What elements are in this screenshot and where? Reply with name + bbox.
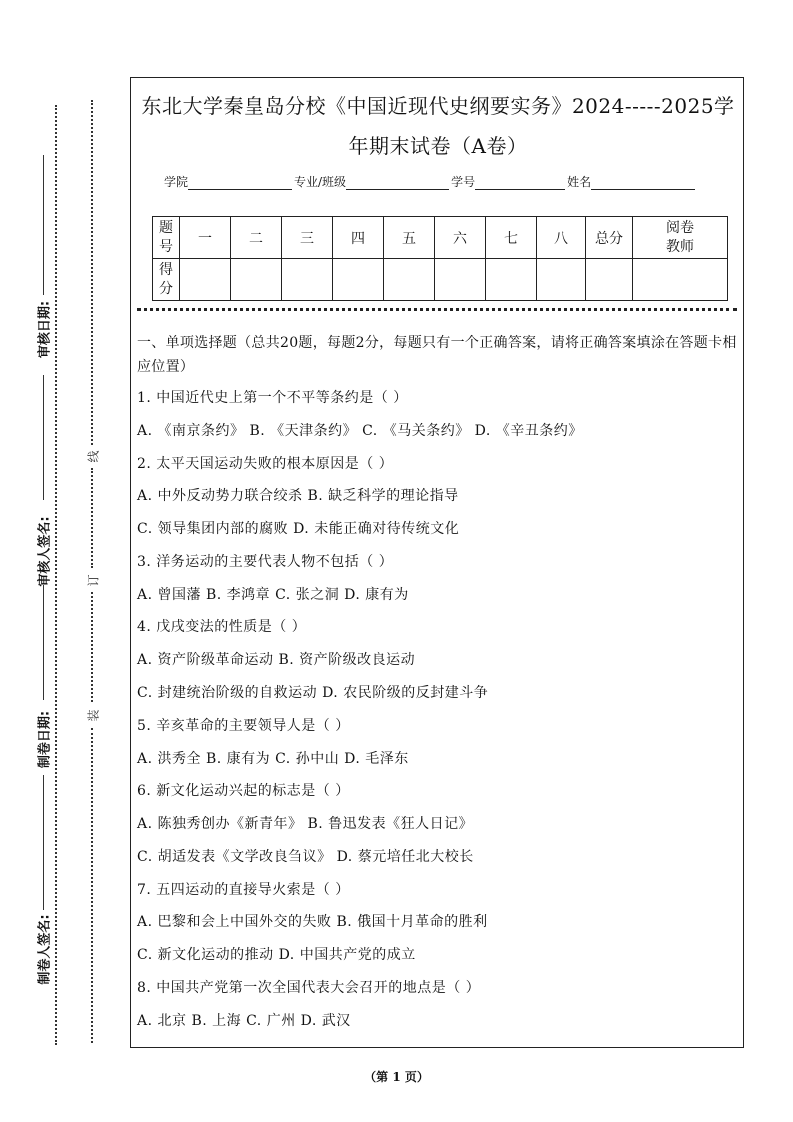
- col-8: 八: [537, 217, 586, 259]
- binding-char-zhuang: 装: [86, 709, 101, 722]
- score-cell-3: [282, 259, 333, 301]
- question-no-label: 题 号: [153, 217, 180, 259]
- dotted-separator: [137, 308, 737, 311]
- question-7-options-ab: A. 巴黎和会上中国外交的失败 B. 俄国十月革命的胜利: [137, 914, 488, 930]
- score-table-header-row: [153, 217, 728, 259]
- score-cell-total: [586, 259, 633, 301]
- question-8: 8. 中国共产党第一次全国代表大会召开的地点是（ ）: [137, 980, 481, 996]
- score-cell-4: [333, 259, 384, 301]
- section1-heading: 一、单项选择题（总共20题，每题2分，每题只有一个正确答案，请将正确答案填涂在答题卡相应位置）: [137, 335, 737, 375]
- make-date-label: 制卷日期:: [37, 710, 53, 769]
- score-cell-2: [231, 259, 282, 301]
- question-7: 7. 五四运动的直接导火索是（ ）: [137, 882, 350, 898]
- question-3: 3. 洋务运动的主要代表人物不包括（ ）: [137, 554, 394, 570]
- question-4-options-ab: A. 资产阶级革命运动 B. 资产阶级改良运动: [137, 652, 416, 668]
- inner-dotted-line: [55, 105, 57, 1045]
- question-6-options-cd: C. 胡适发表《文学改良刍议》 D. 蔡元培任北大校长: [137, 849, 474, 865]
- review-date-label: 审核日期:: [37, 300, 53, 359]
- score-cell-5: [384, 259, 435, 301]
- question-2-options-cd: C. 领导集团内部的腐败 D. 未能正确对待传统文化: [137, 521, 460, 537]
- question-5-options: A. 洪秀全 B. 康有为 C. 孙中山 D. 毛泽东: [137, 751, 409, 767]
- col-6: 六: [435, 217, 486, 259]
- student-no-field[interactable]: [475, 177, 565, 190]
- question-7-options-cd: C. 新文化运动的推动 D. 中国共产党的成立: [137, 947, 416, 963]
- score-table-score-row: [153, 259, 728, 301]
- question-6-options-ab: A. 陈独秀创办《新青年》 B. 鲁迅发表《狂人日记》: [137, 816, 474, 832]
- college-field[interactable]: [188, 177, 292, 190]
- question-6: 6. 新文化运动兴起的标志是（ ）: [137, 783, 350, 799]
- college-label: 学院: [164, 175, 189, 189]
- maker-sign-line: [43, 775, 44, 910]
- col-7: 七: [486, 217, 537, 259]
- exam-title-line2: 年期末试卷（A卷）: [348, 134, 528, 158]
- reviewer-sign-line: [43, 375, 44, 500]
- page-number: （第 1 页）: [364, 1070, 429, 1084]
- reviewer-sign-label: 审核人签名:: [37, 516, 53, 587]
- major-label: 专业/班级: [294, 175, 347, 189]
- student-no-label: 学号: [451, 175, 476, 189]
- col-5: 五: [384, 217, 435, 259]
- name-label: 姓名: [567, 175, 592, 189]
- exam-title-line1: 东北大学秦皇岛分校《中国近现代史纲要实务》2024-----2025学: [141, 94, 735, 118]
- score-cell-1: [180, 259, 231, 301]
- score-cell-6: [435, 259, 486, 301]
- score-cell-8: [537, 259, 586, 301]
- exam-frame: [130, 77, 744, 1048]
- question-1: 1. 中国近代史上第一个不平等条约是（ ）: [137, 390, 408, 406]
- question-1-options: A. 《南京条约》 B. 《天津条约》 C. 《马关条约》 D. 《辛丑条约》: [137, 423, 583, 439]
- col-3: 三: [282, 217, 333, 259]
- score-cell-7: [486, 259, 537, 301]
- major-field[interactable]: [346, 177, 449, 190]
- review-date-line: [43, 155, 44, 295]
- binding-char-xian: 线: [86, 450, 101, 463]
- score-cell-reviewer: [633, 259, 728, 301]
- reviewer-label: 阅卷 教师: [633, 217, 728, 259]
- make-date-line: [43, 585, 44, 700]
- binding-char-ding: 订: [86, 574, 101, 587]
- question-8-options: A. 北京 B. 上海 C. 广州 D. 武汉: [137, 1013, 351, 1029]
- question-4: 4. 戊戌变法的性质是（ ）: [137, 619, 307, 635]
- col-1: 一: [180, 217, 231, 259]
- score-table: [152, 216, 728, 301]
- col-4: 四: [333, 217, 384, 259]
- question-2-options-ab: A. 中外反动势力联合绞杀 B. 缺乏科学的理论指导: [137, 488, 459, 504]
- col-total: 总分: [586, 217, 633, 259]
- col-2: 二: [231, 217, 282, 259]
- question-3-options: A. 曾国藩 B. 李鸿章 C. 张之洞 D. 康有为: [137, 587, 409, 603]
- question-4-options-cd: C. 封建统治阶级的自救运动 D. 农民阶级的反封建斗争: [137, 685, 489, 701]
- name-field[interactable]: [591, 177, 695, 190]
- student-info-row: [164, 173, 697, 190]
- question-2: 2. 太平天国运动失败的根本原因是（ ）: [137, 456, 394, 472]
- score-label: 得 分: [153, 259, 180, 301]
- question-5: 5. 辛亥革命的主要领导人是（ ）: [137, 718, 350, 734]
- maker-sign-label: 制卷人签名:: [37, 914, 53, 985]
